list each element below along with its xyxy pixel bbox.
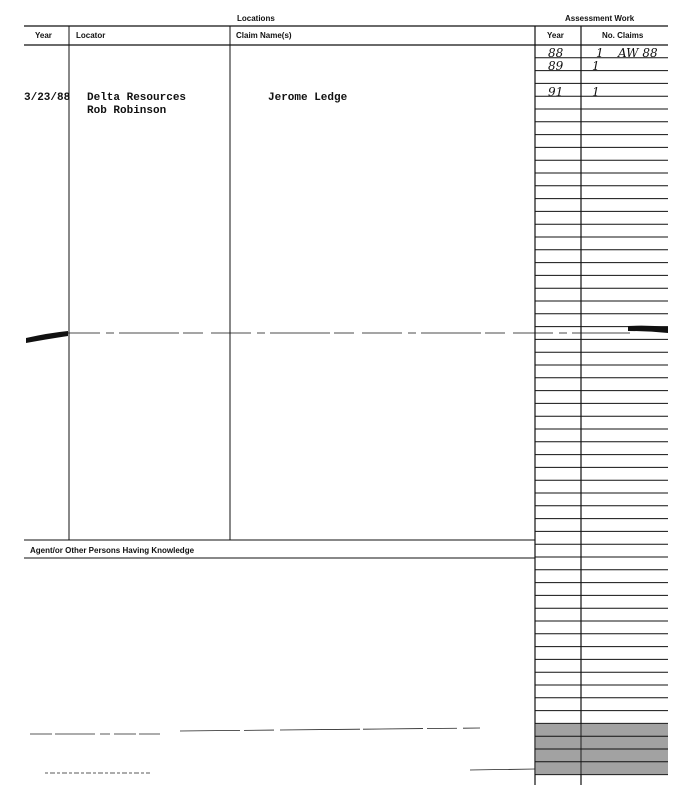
agents-label: Agent/or Other Persons Having Knowledge <box>30 546 195 555</box>
col-locator-header: Locator <box>76 31 106 40</box>
entry-year: 3/23/88 <box>24 92 71 104</box>
entry-claim-name: Jerome Ledge <box>268 92 348 104</box>
locations-header: Locations <box>237 14 275 23</box>
col-no-claims-header: No. Claims <box>602 31 644 40</box>
aw-claims-1: 1 <box>596 46 604 60</box>
assessment-work-header: Assessment Work <box>565 14 635 23</box>
col-aw-year-header: Year <box>547 31 564 40</box>
aw-claims-2: 1 <box>592 59 600 73</box>
entry-locator-line1: Delta Resources <box>87 92 187 104</box>
aw-year-1: 88 <box>548 46 564 60</box>
aw-note-1: AW 88 <box>618 46 658 60</box>
col-claim-names-header: Claim Name(s) <box>236 31 292 40</box>
aw-claims-3: 1 <box>592 85 600 99</box>
entry-locator-line2: Rob Robinson <box>87 105 167 117</box>
col-year-header: Year <box>35 31 52 40</box>
aw-year-2: 89 <box>548 59 564 73</box>
aw-year-3: 91 <box>548 85 564 99</box>
